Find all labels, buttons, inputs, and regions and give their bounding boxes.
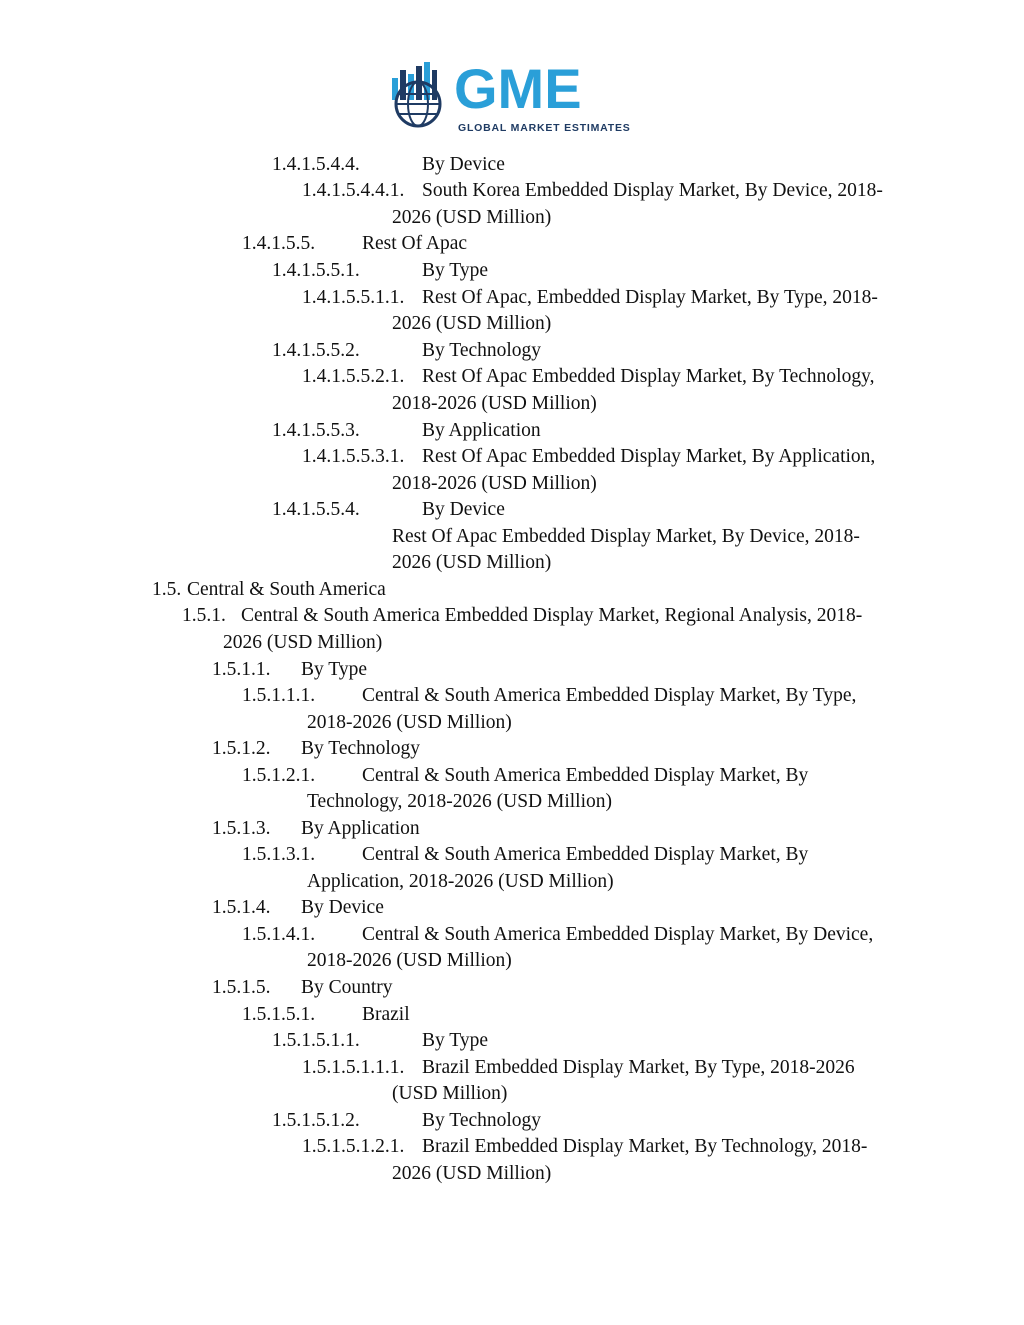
- toc-entry-title: By Device: [422, 499, 505, 520]
- toc-entry-number: 1.4.1.5.5.3.: [272, 420, 360, 441]
- toc-entry-title: Application, 2018-2026 (USD Million): [307, 871, 614, 892]
- toc-entry-number: 1.4.1.5.5.2.: [272, 340, 360, 361]
- toc-entry-number: 1.4.1.5.4.4.: [272, 154, 360, 175]
- toc-entry-number: 1.4.1.5.5.4.: [272, 499, 360, 520]
- toc-entry-title: By Application: [301, 818, 420, 839]
- toc-entry-number: 1.4.1.5.5.1.1.: [302, 287, 405, 308]
- gme-logo: [386, 56, 642, 136]
- toc-entry-title: (USD Million): [392, 1083, 508, 1104]
- toc-entry-number: 1.5.1.4.1.: [242, 924, 316, 945]
- toc-entry-number: 1.4.1.5.5.2.1.: [302, 366, 405, 387]
- toc-entry-number: 1.5.1.5.1.2.: [272, 1110, 360, 1131]
- toc-entry-title: Central & South America Embedded Display Market, Regional Analysis, 2018-: [241, 605, 863, 626]
- toc-entry-title: 2018-2026 (USD Million): [392, 473, 597, 494]
- toc-entry-title: Rest Of Apac, Embedded Display Market, By Type, 2018-: [422, 287, 878, 308]
- gme-tagline: GLOBAL MARKET ESTIMATES: [458, 122, 631, 134]
- toc-entry-title: Central & South America: [187, 579, 386, 600]
- toc-entry-number: 1.5.1.5.1.2.1.: [302, 1136, 405, 1157]
- toc-entry-number: 1.5.1.1.: [212, 659, 271, 680]
- toc-entry-number: 1.5.1.1.1.: [242, 685, 316, 706]
- toc-entry-number: 1.5.1.4.: [212, 897, 271, 918]
- toc-entry-title: Brazil Embedded Display Market, By Type, 2018-2026: [422, 1057, 855, 1078]
- toc-entry-number: 1.5.1.5.1.: [242, 1004, 316, 1025]
- toc-entry-number: 1.4.1.5.5.1.: [272, 260, 360, 281]
- toc-entry-title: 2026 (USD Million): [223, 632, 383, 653]
- toc-entry-title: Rest Of Apac: [362, 233, 468, 254]
- toc-entry-number: 1.5.1.2.1.: [242, 765, 316, 786]
- toc-entry-title: Central & South America Embedded Display Market, By: [362, 765, 809, 786]
- toc-entry-title: 2026 (USD Million): [392, 1163, 552, 1184]
- toc-entry-title: 2026 (USD Million): [392, 207, 552, 228]
- toc-entry-title: Central & South America Embedded Display Market, By: [362, 844, 809, 865]
- toc-entry-title: Rest Of Apac Embedded Display Market, By Device, 2018-: [392, 526, 860, 547]
- toc-entry-number: 1.5.1.5.1.1.1.: [302, 1057, 405, 1078]
- toc-entry-title: By Type: [422, 260, 488, 281]
- toc-entry-title: Technology, 2018-2026 (USD Million): [307, 791, 613, 812]
- toc-entry-number: 1.5.1.5.1.1.: [272, 1030, 360, 1051]
- toc-entry-number: 1.5.: [152, 579, 182, 600]
- toc-entry-title: 2026 (USD Million): [392, 552, 552, 573]
- toc-entry-number: 1.5.1.3.: [212, 818, 271, 839]
- toc-entry-number: 1.5.1.2.: [212, 738, 271, 759]
- toc-entry-title: 2026 (USD Million): [392, 313, 552, 334]
- toc-entry-title: By Type: [301, 659, 367, 680]
- toc-entry-title: Rest Of Apac Embedded Display Market, By Technology,: [422, 366, 875, 387]
- toc-entry-number: 1.4.1.5.5.: [242, 233, 316, 254]
- globe-bars-icon: [386, 56, 642, 136]
- toc-entry-number: 1.5.1.5.: [212, 977, 271, 998]
- toc-entry-title: By Type: [422, 1030, 488, 1051]
- toc-entry-number: 1.5.1.: [182, 605, 226, 626]
- toc-entry-number: 1.4.1.5.5.3.1.: [302, 446, 405, 467]
- toc-entry-title: Brazil Embedded Display Market, By Technology, 2018-: [422, 1136, 868, 1157]
- toc-entry-title: By Technology: [301, 738, 421, 759]
- toc-entry-title: By Technology: [422, 340, 542, 361]
- toc-entry-title: South Korea Embedded Display Market, By Device, 2018-: [422, 180, 883, 201]
- toc-entry-title: Rest Of Apac Embedded Display Market, By Application,: [422, 446, 876, 467]
- toc-entry-title: By Application: [422, 420, 541, 441]
- toc-entry-title: 2018-2026 (USD Million): [392, 393, 597, 414]
- toc-entry-title: By Country: [301, 977, 393, 998]
- gme-wordmark: GME: [454, 57, 582, 120]
- toc-entry-title: By Technology: [422, 1110, 542, 1131]
- toc-entry-title: 2018-2026 (USD Million): [307, 712, 512, 733]
- toc-entry-title: Central & South America Embedded Display Market, By Type,: [362, 685, 857, 706]
- toc-entry-title: By Device: [422, 154, 505, 175]
- toc-entry-title: Brazil: [362, 1004, 410, 1025]
- toc-entry-title: By Device: [301, 897, 384, 918]
- toc-entry-number: 1.4.1.5.4.4.1.: [302, 180, 405, 201]
- toc-entry-number: 1.5.1.3.1.: [242, 844, 316, 865]
- toc-entry-title: Central & South America Embedded Display Market, By Device,: [362, 924, 874, 945]
- toc-entry-title: 2018-2026 (USD Million): [307, 950, 512, 971]
